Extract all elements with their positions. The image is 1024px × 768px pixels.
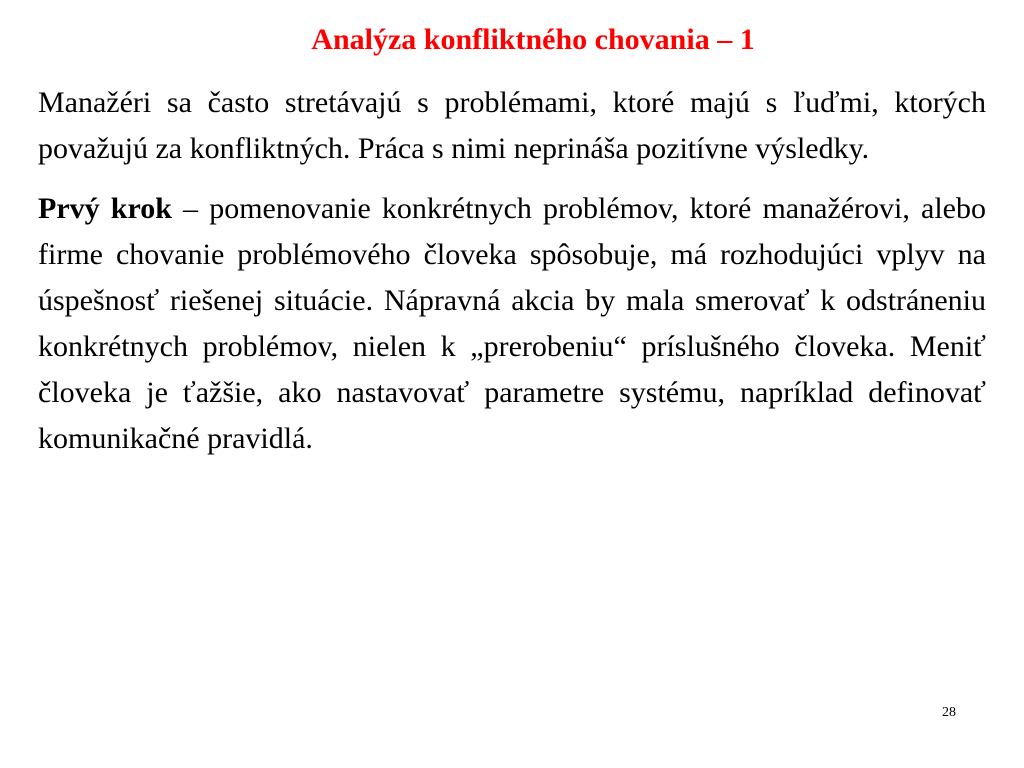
first-step-paragraph: [38, 186, 986, 462]
intro-paragraph: Manažéri sa často stretávajú s problémami, ktoré majú s ľuďmi, ktorých považujú za konfliktných. Práca s nimi neprináša pozitívne výsledky.: [38, 86, 986, 165]
page-number: 28: [942, 705, 956, 720]
slide-title: Analýza konfliktného chovania – 1: [311, 23, 755, 56]
first-step-lead: Prvý krok: [38, 192, 172, 225]
slide-body: [38, 80, 986, 462]
first-step-text: – pomenovanie konkrétnych problémov, ktoré manažérovi, alebo firme chovanie problémového človeka spôsobuje, má rozhodujúci vplyv na úspešnosť riešenej situácie. Nápravná akcia by mala smerovať k odstráneniu konkrétnych problémov, nielen k „prerobeniu“ príslušného človeka. Meniť človeka je ťažšie, ako nastavovať parametre systému, napríklad definovať komunikačné pravidlá.: [38, 192, 986, 455]
